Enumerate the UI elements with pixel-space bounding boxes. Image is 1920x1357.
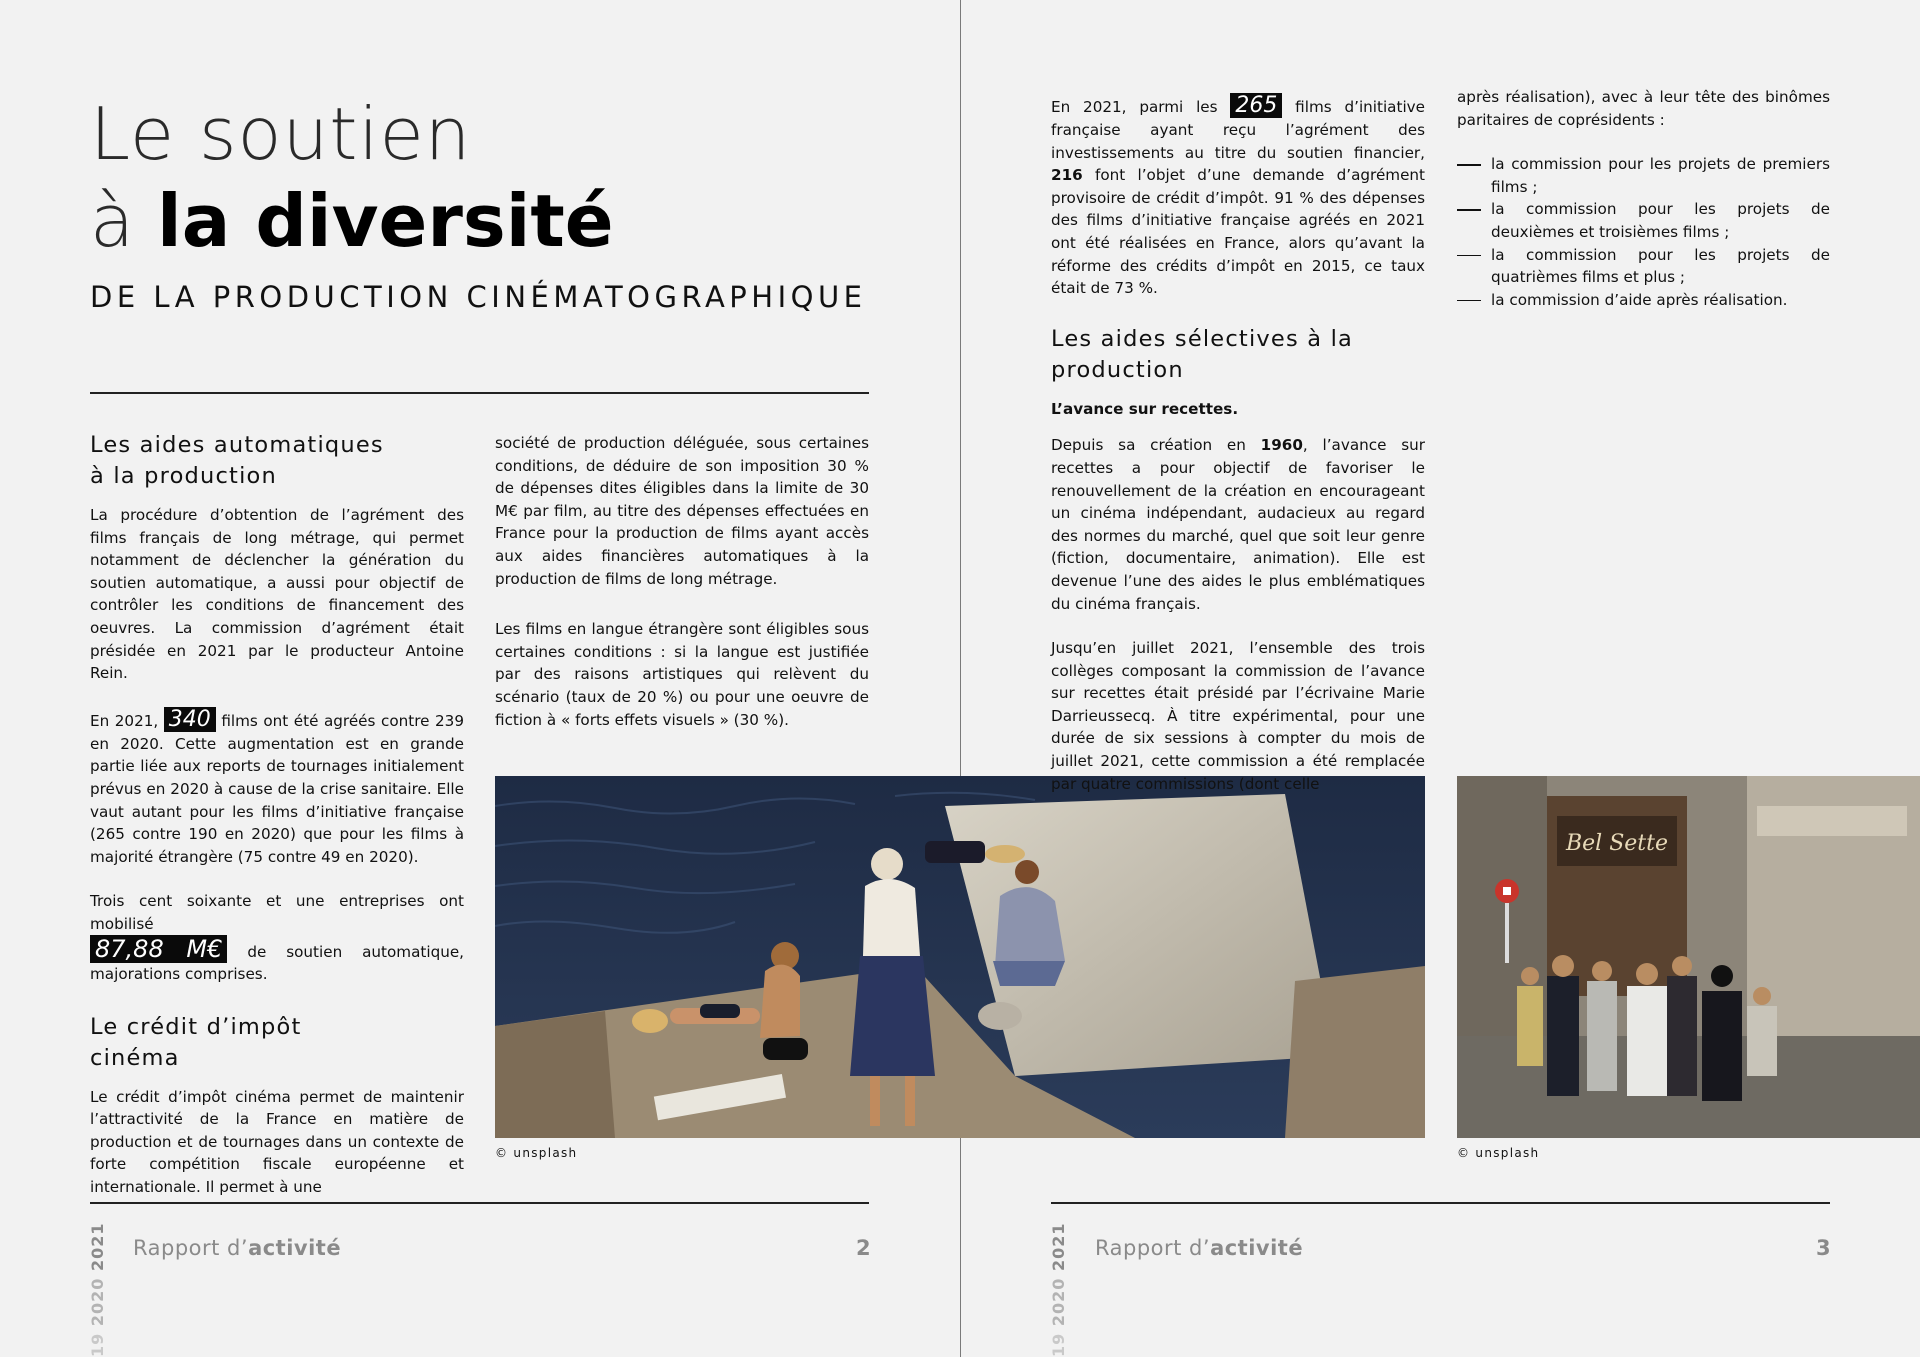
title-prefix: à xyxy=(90,179,135,263)
bold-figure: 1960 xyxy=(1260,436,1303,455)
year-fragment: 2021 xyxy=(1049,1222,1068,1272)
heading-line: Les aides sélectives à la xyxy=(1051,325,1354,352)
text: En 2021, parmi les xyxy=(1051,98,1218,116)
heading-line: Les aides automatiques xyxy=(90,432,384,458)
page-number: 2 xyxy=(856,1236,871,1260)
bold-figure: 216 xyxy=(1051,166,1083,185)
year-fragment: 19 xyxy=(1049,1332,1068,1357)
shop-sign: Bel Sette xyxy=(1565,831,1669,856)
paragraph: Le crédit d’impôt cinéma permet de maintenir l’attractivité de la France en matière de production et de tournages dans un contexte de forte compétition fiscale européenne et internationale. Il permet à une xyxy=(90,1087,464,1197)
list-item: la commission pour les projets de premiers films ; xyxy=(1457,153,1830,198)
text: de soutien automatique, majorations comprises. xyxy=(90,942,465,984)
photo-seaside xyxy=(495,776,1425,1138)
list-item: la commission d’aide après réalisation. xyxy=(1457,289,1830,312)
footer-rule xyxy=(90,1202,869,1204)
commission-list xyxy=(1457,153,1830,311)
paragraph xyxy=(90,890,464,985)
footer-year-vertical xyxy=(1049,1223,1068,1357)
paragraph: Jusqu’en juillet 2021, l’ensemble des trois collèges composant la commission de l’avance sur recettes était présidé par l’écrivaine Marie Darrieussecq. À titre expérimental, pour une durée de six sessions à compter du mois de juillet 2021, cette commission a été remplacée par quatre commissions (dont celle xyxy=(1051,639,1425,793)
paragraph xyxy=(90,707,464,869)
photo-street xyxy=(1457,776,1920,1138)
photo-seaside-image xyxy=(495,776,1425,1138)
footer-year-vertical xyxy=(88,1223,107,1357)
footer-title xyxy=(1095,1236,1303,1260)
text: Depuis sa création en xyxy=(1051,436,1246,455)
paragraph: après réalisation), avec à leur tête des binômes paritaires de coprésidents : xyxy=(1457,88,1830,129)
year-fragment: 2020 xyxy=(1049,1277,1068,1327)
text: films ont été agréés contre 239 en 2020. Cette augmentation est en grande partie liée aux reports de tournages initialement prévus en 2020 à cause de la crise sanitaire. Elle vaut autant pour les films d’initiative française (265 contre 190 en 2020) que pour les films à majorité étrangère (75 contre 49 en 2020). xyxy=(90,711,464,866)
highlight-figure: 87,88 M€ xyxy=(90,935,227,963)
paragraph xyxy=(1051,434,1425,615)
list-item: la commission pour les projets de deuxièmes et troisièmes films ; xyxy=(1457,198,1830,243)
paragraph xyxy=(1051,93,1425,300)
section-rule xyxy=(90,392,869,394)
paragraph: La procédure d’obtention de l’agrément des films français de long métrage, qui permet notamment de déclencher la génération du soutien automatique, a aussi pour objectif de contrôler les conditions de financement des oeuvres. La commission d’agrément était présidée en 2021 par le producteur Antoine Rein. xyxy=(90,506,464,683)
heading-credit-impot xyxy=(90,1012,464,1074)
photo-credit: © unsplash xyxy=(495,1146,578,1160)
footer-title-bold: activité xyxy=(248,1236,342,1260)
photo-credit: © unsplash xyxy=(1457,1146,1540,1160)
left-column-1 xyxy=(90,430,464,1221)
heading-line: Le crédit d’impôt xyxy=(90,1013,302,1040)
heading-aides-automatiques xyxy=(90,430,464,492)
title-line-2 xyxy=(90,178,614,264)
highlight-figure: 265 xyxy=(1230,93,1282,118)
heading-line: cinéma xyxy=(90,1044,180,1071)
paragraph: société de production déléguée, sous certaines conditions, de déduire de son imposition 30 % de dépenses dites éligibles dans la limite de 30 M€ par film, au titre des dépenses effectuées en France pour la production de films ayant accès aux aides financières automatiques à la production de films de long métrage. xyxy=(495,434,869,588)
heading-aides-selectives xyxy=(1051,324,1425,386)
text: En 2021, xyxy=(90,711,159,730)
list-item: la commission pour les projets de quatrièmes films et plus ; xyxy=(1457,244,1830,289)
footer-title-bold: activité xyxy=(1210,1236,1304,1260)
paragraph: Les films en langue étrangère sont éligibles sous certaines conditions : si la langue est justifiée par des raisons artistiques qui relèvent du scénario (taux de 20 %) ou pour une oeuvre de fiction à « forts effets visuels » (30 %). xyxy=(495,620,869,729)
footer-title-plain: Rapport d’ xyxy=(133,1236,249,1260)
highlight-figure: 340 xyxy=(164,707,216,732)
heading-line: production xyxy=(1051,356,1184,383)
year-fragment: 19 xyxy=(88,1332,107,1357)
title-bold: la diversité xyxy=(157,179,614,263)
right-column-1 xyxy=(1051,93,1425,817)
footer-title-plain: Rapport d’ xyxy=(1095,1236,1211,1260)
page-number: 3 xyxy=(1816,1236,1831,1260)
text: films d’initiative française ayant reçu l’agrément des investissements au titre du soutien financier, xyxy=(1051,98,1425,162)
left-column-2 xyxy=(495,432,869,753)
year-fragment: 2021 xyxy=(88,1222,107,1272)
page-subtitle: DE LA PRODUCTION CINÉMATOGRAPHIQUE xyxy=(90,280,867,314)
footer-rule xyxy=(1051,1202,1830,1204)
text: font l’objet d’une demande d’agrément provisoire de crédit d’impôt. 91 % des dépenses des films d’initiative française agréés en 2021 ont été réalisées en France, alors qu’avant la réforme des crédits d’impôt en 2015, ce taux était de 73 %. xyxy=(1051,166,1426,298)
year-fragment: 2020 xyxy=(88,1277,107,1327)
photo-street-image xyxy=(1457,776,1920,1138)
title-line-1: Le soutien xyxy=(90,92,472,176)
text: Trois cent soixante et une entreprises ont mobilisé xyxy=(90,892,464,933)
right-column-2 xyxy=(1457,86,1830,311)
footer-title xyxy=(133,1236,341,1260)
subheading-avance: L’avance sur recettes. xyxy=(1051,399,1239,418)
page-spine xyxy=(960,0,961,1357)
heading-line: à la production xyxy=(90,463,277,489)
text: , l’avance sur recettes a pour objectif de favoriser le renouvellement de la création en encourageant un cinéma indépendant, audacieux au regard des normes du marché, quel que soit leur genre (fiction, documentaire, animation). Elle est devenue l’une des aides le plus emblématiques du cinéma français. xyxy=(1051,436,1425,613)
